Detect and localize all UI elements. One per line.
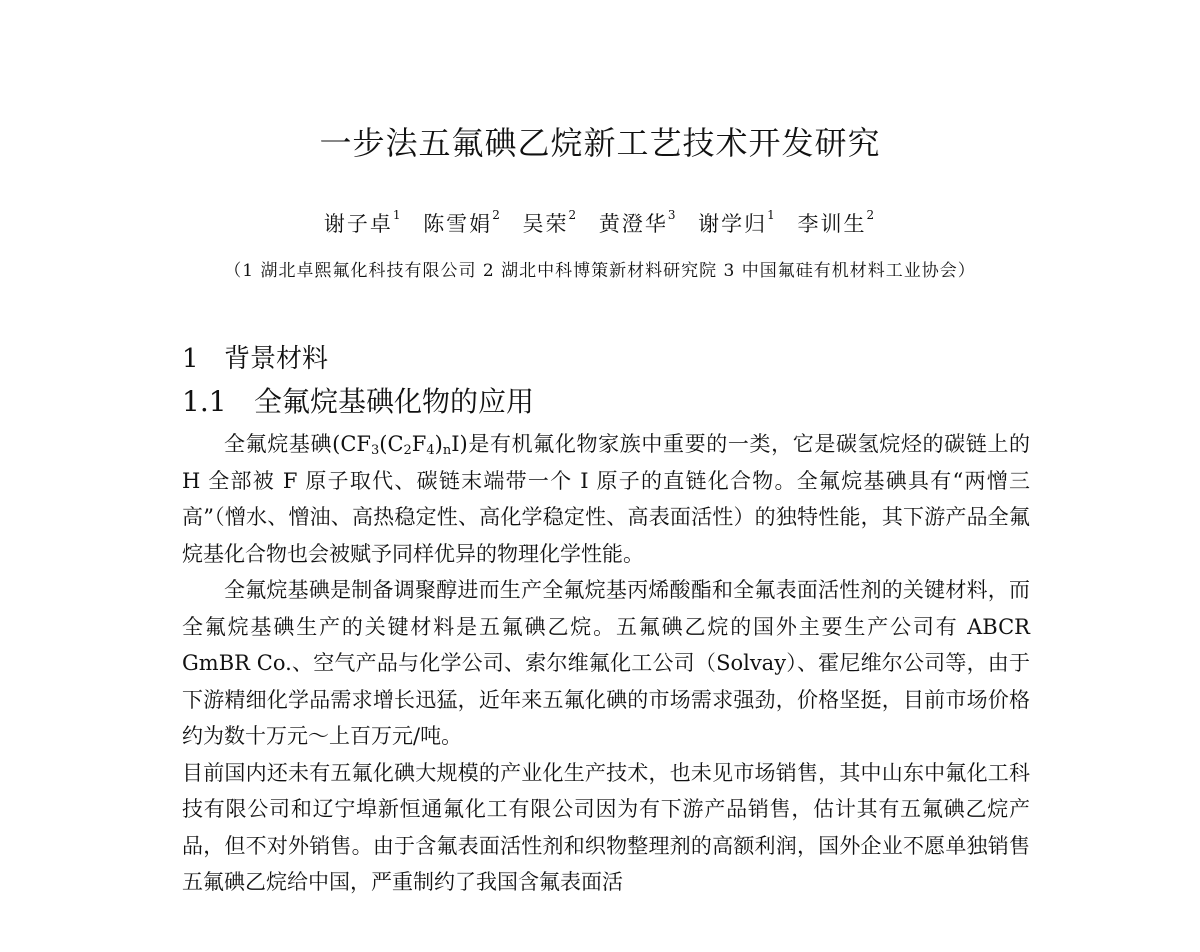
section-heading: [182, 338, 328, 375]
subsection-number: 1.1: [182, 385, 227, 418]
author: 陈雪娟$^2$: [423, 208, 502, 236]
author: 吴荣$^2$: [522, 208, 579, 236]
affiliations: （1 湖北卓熙氟化科技有限公司 2 湖北中科博策新材料研究院 3 中国氟硅有机材料工业协会）: [224, 261, 976, 281]
author: 谢子卓$^1$: [323, 208, 403, 236]
paragraph: 目前国内还未有五氟化碘大规模的产业化生产技术，也未见市场销售，其中山东中氟化工科技有限公司和辽宁埠新恒通氟化工有限公司因为有下游产品销售，估计其有五氟碘乙烷产品，但不对外销售。由于含氟表面活性剂和织物整理剂的高额利润，国外企业不愿单独销售五氟碘乙烷给中国，严重制约了我国含氟表面活: [182, 760, 1030, 894]
body-text: [182, 426, 1030, 901]
paper-title: 一步法五氟碘乙烷新工艺技术开发研究: [319, 124, 881, 162]
author: 谢学归$^1$: [698, 208, 777, 236]
paragraph: 全氟烷基碘$(CF_3(C_2F_4)_nI)$是有机氟化物家族中重要的一类，它是碳氢烷烃的碳链上的 H 全部被 F 原子取代、碳链末端带一个 I 原子的直链化合物。全氟烷基碘具有“两憎三高”（憎水、憎油、高热稳定性、高化学稳定性、高表面活性）的独特性能，其下游产品全氟烷基化合物也会被赋予同样优异的物理化学性能。: [182, 432, 1030, 566]
section-title: 背景材料: [224, 344, 329, 374]
author: 李训生$^2$: [797, 208, 877, 236]
author-list: [0, 208, 1200, 238]
section-number: 1: [182, 344, 199, 374]
paragraph: 全氟烷基碘是制备调聚醇进而生产全氟烷基丙烯酸酯和全氟表面活性剂的关键材料，而全氟烷基碘生产的关键材料是五氟碘乙烷。五氟碘乙烷的国外主要生产公司有 ABCR GmBR Co.、空气产品与化学公司、索尔维氟化工公司（Solvay）、霍尼维尔公司等，由于下游精细化学品需求增长迅猛，近年来五氟化碘的市场需求强劲，价格坚挺，目前市场价格约为数十万元～上百万元/吨。: [182, 578, 1030, 748]
subsection-heading: [182, 380, 534, 420]
author: 黄澄华$^3$: [598, 208, 678, 236]
subsection-title: 全氟烷基碘化物的应用: [254, 385, 535, 418]
